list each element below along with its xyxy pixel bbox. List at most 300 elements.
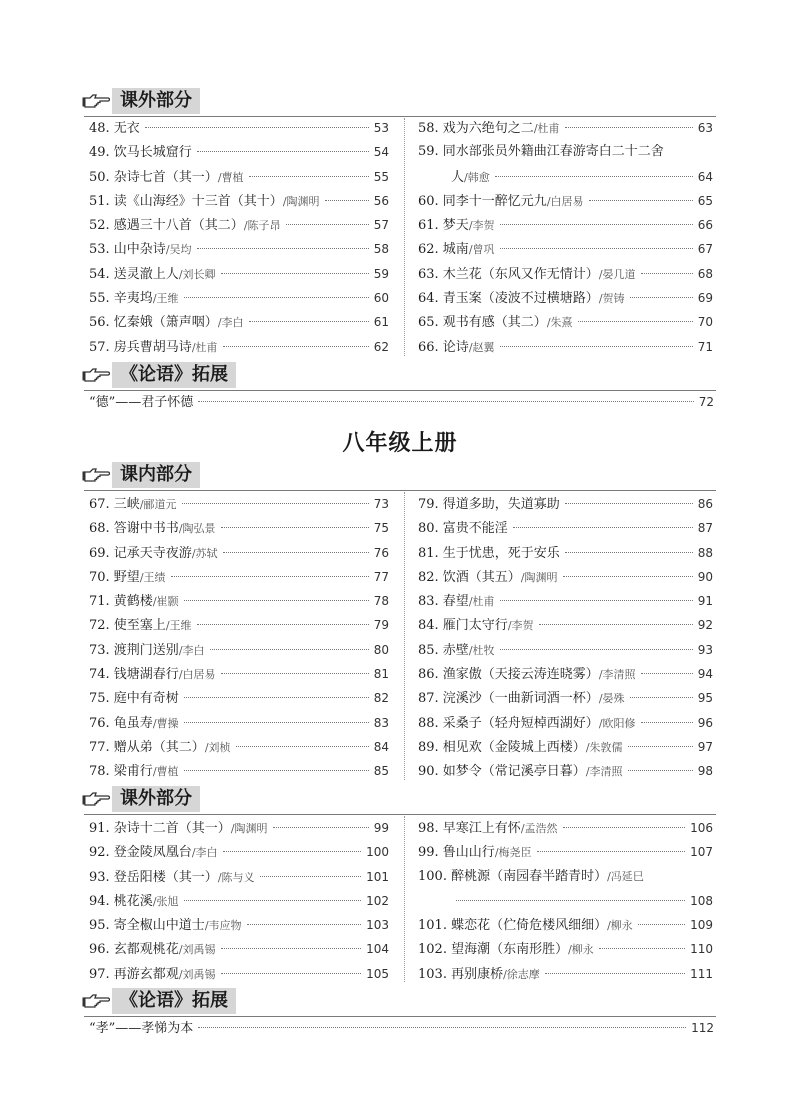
pointing-hand-icon xyxy=(82,791,110,807)
toc-entry-analects-filial[interactable] xyxy=(89,1016,714,1040)
dot-leader xyxy=(500,600,693,601)
entry-author: /李白 xyxy=(191,846,218,860)
entry-author: /曾巩 xyxy=(468,243,495,257)
entry-page-number: 111 xyxy=(690,966,713,981)
entry-title: 93. 登岳阳楼（其一） xyxy=(89,869,218,885)
dot-leader xyxy=(184,900,362,901)
entry-page-number: 59 xyxy=(373,266,389,281)
entry-title: “德”——君子怀德 xyxy=(89,395,194,410)
toc-entry[interactable] xyxy=(418,735,713,759)
dot-leader xyxy=(630,297,693,298)
dot-leader xyxy=(171,576,369,577)
toc-entry[interactable] xyxy=(418,516,713,540)
entry-title: 62. 城南 xyxy=(418,242,469,258)
dot-leader xyxy=(184,600,369,601)
toc-entry[interactable] xyxy=(418,140,713,164)
entry-author: /曹植 xyxy=(217,170,244,184)
toc-entry[interactable] xyxy=(89,840,389,864)
entry-page-number: 63 xyxy=(697,121,713,135)
entry-page-number: 68 xyxy=(697,266,713,281)
toc-entry[interactable] xyxy=(418,335,713,359)
dot-leader xyxy=(563,576,693,577)
entry-title: 86. 渔家傲（天接云涛连晓雾） xyxy=(418,667,599,683)
entry-title: 95. 寄全椒山中道士 xyxy=(89,918,205,934)
toc-entry[interactable] xyxy=(418,962,713,986)
entry-page-number: 110 xyxy=(690,942,713,957)
entry-page-number: 77 xyxy=(373,569,389,584)
dot-leader xyxy=(513,527,693,528)
entry-page-number: 107 xyxy=(690,845,713,860)
section-rule xyxy=(84,490,716,491)
entry-title: “孝”——孝悌为本 xyxy=(89,1021,194,1036)
dot-leader xyxy=(589,200,693,201)
toc-column-right xyxy=(418,116,713,359)
dot-leader xyxy=(456,900,685,901)
entry-page-number: 61 xyxy=(373,315,389,330)
dot-leader xyxy=(197,151,369,152)
entry-page-number: 70 xyxy=(697,315,713,330)
entry-title: 98. 早寒江上有怀 xyxy=(418,821,521,836)
entry-title: 71. 黄鹤楼 xyxy=(89,594,153,610)
toc-entry[interactable] xyxy=(418,662,713,686)
entry-page-number: 71 xyxy=(697,339,713,354)
entry-page-number: 79 xyxy=(373,618,389,633)
toc-entry[interactable] xyxy=(418,286,713,310)
entry-author: /杜甫 xyxy=(533,122,560,135)
dot-leader xyxy=(197,248,369,249)
entry-title: 69. 记承天寺夜游 xyxy=(89,545,192,561)
dot-leader xyxy=(286,224,369,225)
entry-author: /冯延巳 xyxy=(607,869,644,883)
entry-page-number: 108 xyxy=(690,893,713,908)
entry-page-number: 80 xyxy=(373,642,389,657)
dot-leader xyxy=(565,552,693,553)
section-header-extracurricular-2 xyxy=(82,784,200,814)
entry-title: 68. 答谢中书书 xyxy=(89,521,179,537)
dot-leader xyxy=(249,321,369,322)
toc-entry[interactable] xyxy=(418,686,713,710)
entry-page-number: 57 xyxy=(373,218,389,233)
dot-leader xyxy=(221,948,362,949)
toc-entry[interactable] xyxy=(89,516,389,540)
entry-title: 63. 木兰花（东风又作无情计） xyxy=(418,266,599,282)
entry-title: 53. 山中杂诗 xyxy=(89,242,166,258)
toc-entry[interactable] xyxy=(418,237,713,261)
toc-entry[interactable] xyxy=(89,286,389,310)
entry-page-number: 83 xyxy=(373,715,389,730)
entry-page-number: 58 xyxy=(373,242,389,257)
entry-title: 84. 雁门太守行 xyxy=(418,618,508,634)
toc-entry[interactable] xyxy=(89,613,389,637)
entry-page-number: 86 xyxy=(697,497,713,511)
section-title: 课内部分 xyxy=(112,462,200,488)
section-title: 《论语》拓展 xyxy=(112,362,236,388)
toc-entry[interactable] xyxy=(418,189,713,213)
entry-page-number: 62 xyxy=(373,339,389,354)
toc-column-right xyxy=(418,816,713,986)
entry-page-number: 82 xyxy=(373,691,389,706)
dot-leader xyxy=(325,200,369,201)
entry-author: /韩愈 xyxy=(464,170,490,184)
section-header-extracurricular-1 xyxy=(82,86,200,116)
toc-entry[interactable] xyxy=(418,816,713,840)
entry-author: /陶渊明 xyxy=(282,194,320,208)
toc-entry[interactable] xyxy=(89,565,389,589)
section-header-in-class xyxy=(82,460,200,490)
entry-title: 80. 富贵不能淫 xyxy=(418,521,508,537)
toc-entry[interactable] xyxy=(418,759,713,783)
entry-author: /孟浩然 xyxy=(520,822,558,835)
entry-author: /刘长卿 xyxy=(178,267,216,281)
toc-entry[interactable] xyxy=(418,116,713,140)
entry-page-number: 95 xyxy=(697,691,713,706)
dot-leader xyxy=(641,673,693,674)
column-divider xyxy=(404,492,405,780)
entry-title: 79. 得道多助，失道寡助 xyxy=(418,497,560,512)
entry-author: /柳永 xyxy=(568,943,594,957)
entry-title: 61. 梦天 xyxy=(418,218,469,234)
entry-title: 56. 忆秦娥（箫声咽） xyxy=(89,315,218,331)
entry-author: /贺铸 xyxy=(598,292,625,306)
entry-page-number: 109 xyxy=(690,918,713,933)
entry-title: 57. 房兵曹胡马诗 xyxy=(89,339,192,355)
entry-page-number: 55 xyxy=(373,169,389,184)
toc-entry[interactable] xyxy=(418,565,713,589)
toc-entry[interactable] xyxy=(418,492,713,516)
entry-page-number: 105 xyxy=(366,966,389,981)
toc-entry[interactable] xyxy=(89,889,389,913)
entry-page-number: 56 xyxy=(373,193,389,208)
entry-page-number: 91 xyxy=(697,594,713,609)
toc-entry-analects-virtue[interactable] xyxy=(89,390,714,414)
entry-page-number: 85 xyxy=(373,764,389,779)
entry-author: /李白 xyxy=(178,643,205,657)
dot-leader xyxy=(539,624,693,625)
entry-title: 89. 相见欢（金陵城上西楼） xyxy=(418,739,586,755)
entry-page-number: 102 xyxy=(366,893,389,908)
pointing-hand-icon xyxy=(82,93,110,109)
entry-author: /杜甫 xyxy=(468,595,495,609)
toc-entry[interactable] xyxy=(89,237,389,261)
dot-leader xyxy=(145,127,369,128)
entry-title: 48. 无衣 xyxy=(89,121,140,136)
entry-page-number: 97 xyxy=(697,739,713,754)
entry-title: 101. 蝶恋花（伫倚危楼风细细） xyxy=(418,918,608,934)
toc-entry[interactable] xyxy=(418,913,713,937)
entry-title: 54. 送灵澈上人 xyxy=(89,266,179,282)
entry-author: /李贺 xyxy=(468,219,495,233)
entry-author: /王维 xyxy=(165,619,192,633)
toc-entry[interactable] xyxy=(418,638,713,662)
entry-author: /苏轼 xyxy=(191,546,218,560)
entry-page-number: 72 xyxy=(698,395,714,409)
entry-title: 102. 望海潮（东南形胜） xyxy=(418,942,569,958)
toc-entry[interactable] xyxy=(89,189,389,213)
toc-entry-continuation[interactable] xyxy=(418,165,713,189)
dot-leader xyxy=(236,746,369,747)
entry-author: /陈与义 xyxy=(217,870,255,884)
toc-entry[interactable] xyxy=(89,711,389,735)
entry-title: 60. 同李十一醉忆元九 xyxy=(418,193,547,209)
dot-leader xyxy=(260,876,362,877)
entry-author: /崔颢 xyxy=(152,595,179,609)
dot-leader xyxy=(247,924,362,925)
dot-leader xyxy=(184,770,369,771)
entry-page-number: 66 xyxy=(697,218,713,233)
entry-title: 73. 渡荆门送别 xyxy=(89,642,179,658)
entry-author: /张旭 xyxy=(152,894,179,908)
toc-entry[interactable] xyxy=(89,816,389,840)
entry-author: /刘禹锡 xyxy=(178,967,216,981)
entry-author: /柳永 xyxy=(607,919,633,933)
toc-entry[interactable] xyxy=(418,840,713,864)
dot-leader xyxy=(500,346,693,347)
toc-entry[interactable] xyxy=(89,310,389,334)
entry-page-number: 101 xyxy=(366,869,389,884)
toc-entry[interactable] xyxy=(418,937,713,961)
toc-entry[interactable] xyxy=(418,865,713,889)
toc-entry[interactable] xyxy=(89,937,389,961)
entry-author: /郦道元 xyxy=(139,498,177,511)
entry-page-number: 65 xyxy=(697,193,713,208)
entry-page-number: 94 xyxy=(697,667,713,682)
entry-title: 75. 庭中有奇树 xyxy=(89,691,179,707)
entry-title: 64. 青玉案（凌波不过横塘路） xyxy=(418,291,599,307)
entry-page-number: 98 xyxy=(697,764,713,779)
entry-author: /吴均 xyxy=(165,243,192,257)
entry-page-number: 78 xyxy=(373,594,389,609)
pointing-hand-icon xyxy=(82,993,110,1009)
entry-author: /李白 xyxy=(217,316,244,330)
dot-leader xyxy=(221,973,362,974)
entry-title: 81. 生于忧患，死于安乐 xyxy=(418,545,560,561)
dot-leader xyxy=(641,273,693,274)
entry-page-number: 104 xyxy=(366,942,389,957)
entry-author: /曹操 xyxy=(152,716,179,730)
entry-author: /刘桢 xyxy=(204,740,231,754)
dot-leader xyxy=(223,346,369,347)
pointing-hand-icon xyxy=(82,367,110,383)
dot-leader xyxy=(565,503,693,504)
entry-author: /朱熹 xyxy=(546,316,573,330)
entry-title: 91. 杂诗十二首（其一） xyxy=(89,821,231,836)
column-divider xyxy=(404,816,405,982)
toc-entry[interactable] xyxy=(89,165,389,189)
entry-title: 58. 戏为六绝句之二 xyxy=(418,121,534,136)
toc-entry[interactable] xyxy=(89,662,389,686)
dot-leader xyxy=(500,649,693,650)
dot-leader xyxy=(184,297,369,298)
dot-leader xyxy=(197,624,369,625)
entry-author: /李贺 xyxy=(507,619,534,633)
entry-page-number: 84 xyxy=(373,739,389,754)
toc-entry[interactable] xyxy=(89,492,389,516)
entry-page-number: 64 xyxy=(697,169,713,184)
entry-page-number: 60 xyxy=(373,291,389,306)
entry-page-number: 53 xyxy=(373,121,389,135)
entry-title: 70. 野望 xyxy=(89,569,140,585)
toc-entry[interactable] xyxy=(89,140,389,164)
entry-author: /朱敦儒 xyxy=(585,740,623,754)
section-title: 课外部分 xyxy=(112,786,200,812)
entry-author: /梅尧臣 xyxy=(494,846,532,860)
toc-entry[interactable] xyxy=(418,613,713,637)
dot-leader xyxy=(221,527,369,528)
entry-page-number: 93 xyxy=(697,642,713,657)
dot-leader xyxy=(599,948,685,949)
dot-leader xyxy=(628,770,693,771)
toc-entry[interactable] xyxy=(89,865,389,889)
entry-author: /王维 xyxy=(152,292,179,306)
entry-page-number: 90 xyxy=(697,569,713,584)
dot-leader xyxy=(223,552,369,553)
entry-title: 92. 登金陵凤凰台 xyxy=(89,845,192,861)
dot-leader xyxy=(630,697,693,698)
dot-leader xyxy=(249,176,369,177)
entry-author: /白居易 xyxy=(546,194,584,208)
dot-leader xyxy=(198,401,693,402)
entry-title: 59. 同水部张员外籍曲江春游寄白二十二舍 xyxy=(418,144,664,160)
entry-title: 77. 赠从弟（其二） xyxy=(89,739,205,755)
toc-entry[interactable] xyxy=(89,262,389,286)
entry-title: 88. 采桑子（轻舟短棹西湖好） xyxy=(418,715,599,731)
entry-title: 87. 浣溪沙（一曲新词酒一杯） xyxy=(418,691,599,707)
entry-author: /韦应物 xyxy=(204,919,242,933)
toc-entry[interactable] xyxy=(89,589,389,613)
entry-title: 96. 玄都观桃花 xyxy=(89,942,179,958)
entry-page-number: 69 xyxy=(697,291,713,306)
entry-page-number: 88 xyxy=(697,545,713,560)
entry-page-number: 92 xyxy=(697,618,713,633)
dot-leader xyxy=(537,851,686,852)
entry-title: 55. 辛夷坞 xyxy=(89,291,153,307)
entry-page-number: 67 xyxy=(697,242,713,257)
entry-title: 50. 杂诗七首（其一） xyxy=(89,169,218,185)
toc-entry[interactable] xyxy=(418,711,713,735)
toc-entry[interactable] xyxy=(89,335,389,359)
entry-title: 72. 使至塞上 xyxy=(89,618,166,634)
toc-column-left xyxy=(89,492,389,784)
entry-page-number: 73 xyxy=(373,497,389,511)
toc-entry-row xyxy=(89,1016,714,1040)
toc-entry[interactable] xyxy=(418,262,713,286)
entry-author: /杜甫 xyxy=(191,340,218,354)
entry-author: /刘禹锡 xyxy=(178,943,216,957)
toc-entry-row xyxy=(89,390,714,414)
dot-leader xyxy=(184,697,369,698)
entry-title: 76. 龟虽寿 xyxy=(89,715,153,731)
dot-leader xyxy=(628,746,693,747)
entry-author: /欧阳修 xyxy=(598,716,636,730)
dot-leader xyxy=(545,973,685,974)
dot-leader xyxy=(500,224,693,225)
grade-heading: 八年级上册 xyxy=(342,431,458,456)
entry-author: /杜牧 xyxy=(468,643,495,657)
entry-author: /白居易 xyxy=(178,668,216,682)
toc-entry[interactable] xyxy=(418,541,713,565)
entry-title: 65. 观书有感（其二） xyxy=(418,315,547,331)
entry-title: 49. 饮马长城窟行 xyxy=(89,145,192,161)
entry-page-number: 103 xyxy=(366,918,389,933)
section-rule xyxy=(84,814,716,815)
entry-title: 67. 三峡 xyxy=(89,497,140,512)
toc-entry[interactable] xyxy=(89,735,389,759)
entry-title: 人 xyxy=(451,169,465,185)
toc-entry[interactable] xyxy=(89,638,389,662)
toc-entry[interactable] xyxy=(89,913,389,937)
entry-author: /李清照 xyxy=(585,765,623,779)
entry-author: /徐志摩 xyxy=(503,967,540,981)
entry-author: /陶渊明 xyxy=(520,570,558,584)
entry-title: 51. 读《山海经》十三首（其十） xyxy=(89,193,283,209)
toc-entry-continuation[interactable] xyxy=(418,889,713,913)
entry-title: 97. 再游玄都观 xyxy=(89,966,179,982)
dot-leader xyxy=(273,827,369,828)
dot-leader xyxy=(182,503,369,504)
entry-author: /陈子昂 xyxy=(243,219,281,233)
dot-leader xyxy=(223,851,362,852)
dot-leader xyxy=(563,827,686,828)
dot-leader xyxy=(565,127,693,128)
entry-page-number: 112 xyxy=(691,1021,714,1035)
dot-leader xyxy=(221,673,369,674)
entry-title: 66. 论诗 xyxy=(418,339,469,355)
toc-entry[interactable] xyxy=(89,541,389,565)
dot-leader xyxy=(641,722,693,723)
entry-title: 83. 春望 xyxy=(418,594,469,610)
dot-leader xyxy=(198,1027,686,1028)
entry-title: 85. 赤壁 xyxy=(418,642,469,658)
entry-page-number: 75 xyxy=(373,521,389,536)
entry-page-number: 99 xyxy=(373,821,389,835)
entry-title: 52. 感遇三十八首（其二） xyxy=(89,218,244,234)
dot-leader xyxy=(500,248,693,249)
toc-entry[interactable] xyxy=(418,589,713,613)
toc-entry[interactable] xyxy=(89,213,389,237)
section-header-analects-2 xyxy=(82,986,236,1016)
toc-entry[interactable] xyxy=(418,310,713,334)
entry-author: /晏殊 xyxy=(598,692,625,706)
entry-author: /赵翼 xyxy=(468,340,495,354)
entry-title: 99. 鲁山山行 xyxy=(418,845,495,861)
entry-page-number: 54 xyxy=(373,145,389,160)
toc-column-right xyxy=(418,492,713,784)
dot-leader xyxy=(184,722,369,723)
toc-column-left xyxy=(89,816,389,986)
entry-title: 82. 饮酒（其五） xyxy=(418,569,521,585)
toc-entry[interactable] xyxy=(89,116,389,140)
entry-author: /陶弘景 xyxy=(178,522,216,536)
column-divider xyxy=(404,118,405,356)
entry-page-number: 87 xyxy=(697,521,713,536)
entry-author: /曹植 xyxy=(152,765,179,779)
entry-page-number: 106 xyxy=(690,821,713,835)
entry-title: 74. 钱塘湖春行 xyxy=(89,667,179,683)
entry-page-number: 100 xyxy=(366,845,389,860)
toc-entry[interactable] xyxy=(89,686,389,710)
toc-entry[interactable] xyxy=(89,759,389,783)
toc-entry[interactable] xyxy=(418,213,713,237)
dot-leader xyxy=(495,176,693,177)
dot-leader xyxy=(638,924,685,925)
entry-title: 78. 梁甫行 xyxy=(89,764,153,780)
pointing-hand-icon xyxy=(82,467,110,483)
entry-author: /晏几道 xyxy=(598,267,636,281)
entry-page-number: 76 xyxy=(373,545,389,560)
entry-title: 94. 桃花溪 xyxy=(89,893,153,909)
entry-author: /陶渊明 xyxy=(230,822,268,835)
toc-entry[interactable] xyxy=(89,962,389,986)
